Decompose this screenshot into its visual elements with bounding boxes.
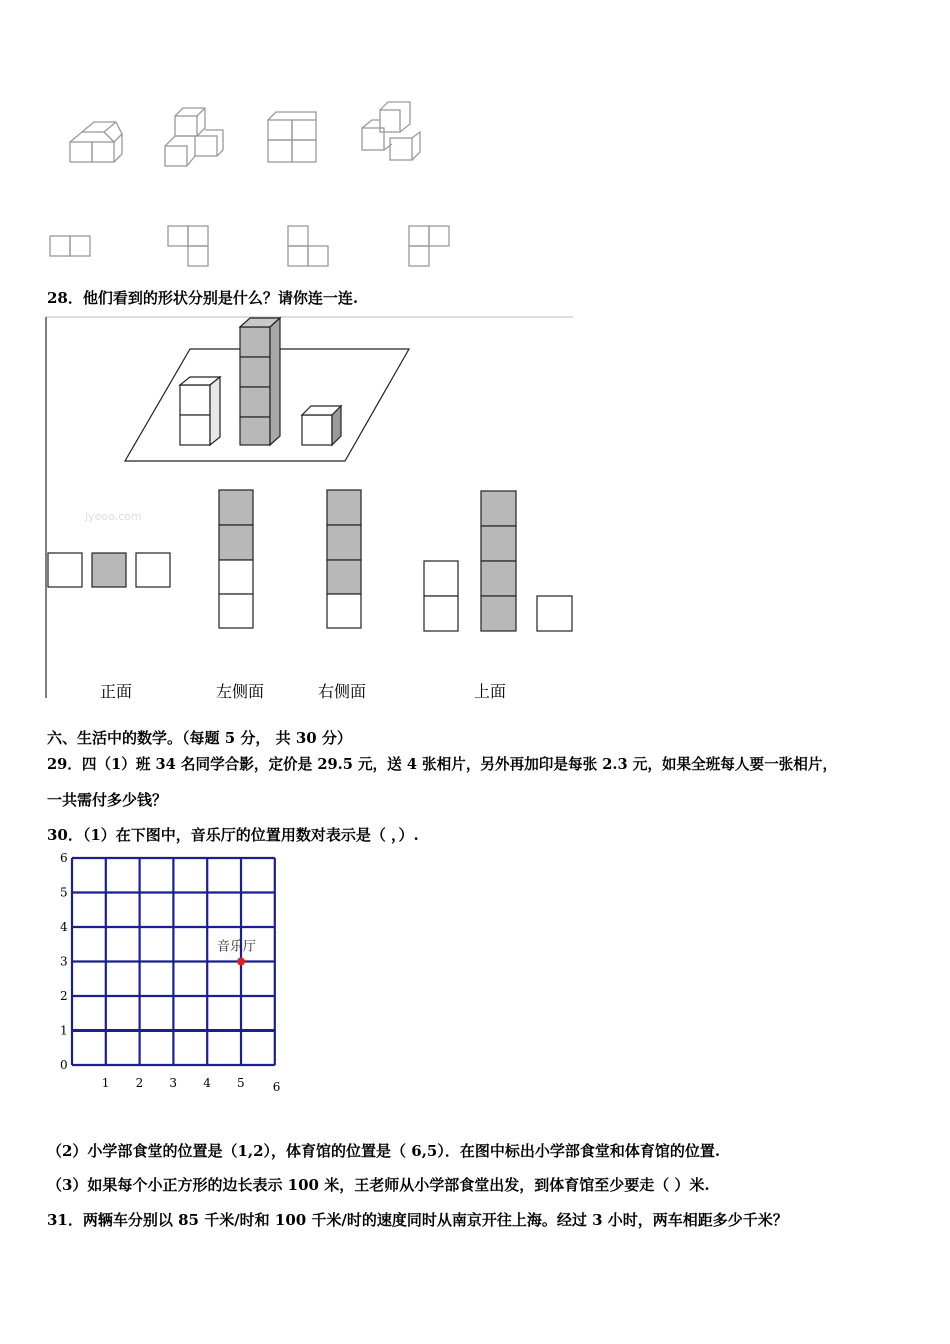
caption-right-side: 右侧面 (318, 682, 367, 701)
view-front (48, 553, 170, 587)
caption-top: 上面 (474, 682, 507, 701)
y-tick-label: 6 (60, 851, 68, 865)
stack-left (180, 377, 220, 445)
question-29-line1: 29．四（1）班 34 名同学合影，定价是 29.5 元，送 4 张相片，另外再加印是每张 2.3 元，如果全班每人要一张相片， (47, 756, 838, 773)
x-tick-label: 1 (101, 1076, 110, 1090)
cube-right (302, 406, 341, 445)
view-right-column (327, 490, 361, 628)
cube-shape-2 (165, 108, 223, 166)
view-top-group (424, 491, 572, 631)
question-30-part1: 30．（1）在下图中，音乐厅的位置用数对表示是（ ，）. (47, 826, 419, 844)
view-shape-1 (50, 236, 90, 256)
question-28: 28．他们看到的形状分别是什么？请你连一连. (47, 289, 359, 307)
view-shape-2 (168, 226, 208, 266)
music-hall-point (237, 958, 245, 966)
x-tick-label: 2 (135, 1076, 144, 1090)
y-tick-label: 4 (60, 920, 68, 934)
y-tick-label: 0 (60, 1058, 68, 1072)
cube-shape-1 (70, 122, 122, 162)
music-hall-label: 音乐厅 (217, 939, 257, 955)
x-tick-label: 5 (237, 1076, 245, 1090)
x-tick-label: 4 (203, 1076, 211, 1090)
y-tick-label: 5 (60, 885, 68, 900)
view-left-column (219, 490, 253, 628)
y-tick-label: 3 (60, 954, 68, 969)
grid-tick-labels (60, 851, 280, 1094)
view-shape-4 (409, 226, 449, 266)
watermark: jyeoo.com (85, 510, 142, 523)
question-30-part2: （2）小学部食堂的位置是（1,2），体育馆的位置是（ 6,5）．在图中标出小学部食堂和体育馆的位置. (47, 1142, 721, 1160)
y-tick-label: 2 (60, 989, 68, 1003)
question-31: 31．两辆车分别以 85 千米/时和 100 千米/时的速度同时从南京开往上海。经过 3 小时，两车相距多少千米？ (47, 1211, 788, 1229)
section-6-heading: 六、生活中的数学。（每题 5 分， 共 30 分） (47, 729, 352, 747)
cube-shape-3 (268, 112, 316, 162)
cube-shape-4 (362, 102, 420, 160)
q28-figure (45, 315, 575, 700)
stack-tall (240, 318, 280, 445)
question-30-part3: （3）如果每个小正方形的边长表示 100 米，王老师从小学部食堂出发，到体育馆至少要走（ ）米. (47, 1176, 710, 1194)
cube-figures-top (0, 0, 950, 280)
y-tick-label: 1 (60, 1023, 68, 1038)
caption-left-side: 左侧面 (216, 682, 265, 701)
view-shape-3 (288, 226, 328, 266)
question-29-line2: 一共需付多少钱？ (47, 791, 168, 809)
x-tick-label: 6 (272, 1080, 281, 1094)
caption-front: 正面 (100, 682, 133, 701)
x-tick-label: 3 (169, 1076, 178, 1090)
coordinate-grid (45, 851, 305, 1105)
